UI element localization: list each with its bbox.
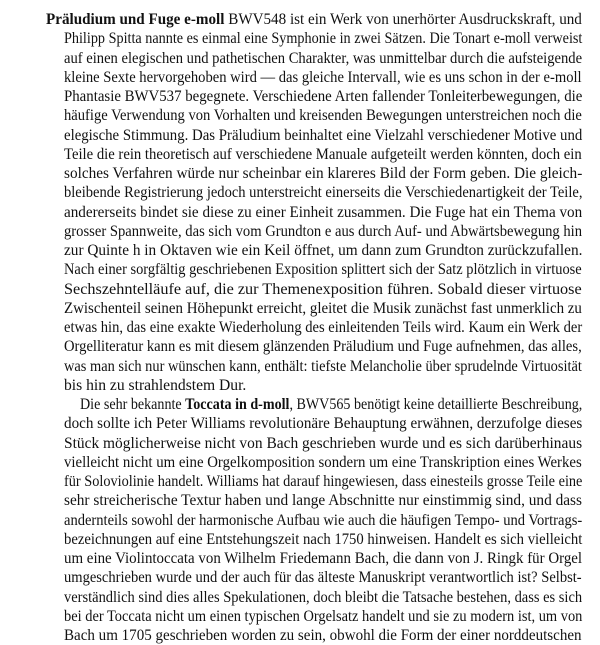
- text-line: [46, 10, 582, 29]
- text-run: kleine Sexte hervorgehoben wird — das gleiche Intervall, wie es uns schon in der e-moll: [64, 68, 582, 86]
- text-line: [64, 549, 582, 568]
- bold-title: Toccata in d-moll: [185, 396, 290, 413]
- text-run: Zwischenteil seinen Höhepunkt erreicht, gleitet die Musik zunächst fast unmerklich zu: [64, 299, 582, 317]
- text-run: Nach einer sorgfältig geschriebenen Exposition splittert sich der Satz plötzlich in virtuose: [64, 261, 582, 279]
- text-run: Teile die rein theoretisch auf verschiedene Manuale aufgeteilt werden könnten, doch ein: [64, 145, 582, 163]
- text-line: [64, 607, 582, 626]
- text-line: [64, 260, 582, 279]
- bold-title: Präludium und Fuge e-moll: [46, 11, 225, 28]
- text-line: [64, 588, 582, 607]
- text-run: verständlich sind dies alles Spekulationen, doch bleibt die Tatsache bestehen, dass es sich: [64, 588, 583, 606]
- text-run: zur Quinte h in Oktaven wie ein Keil öffnet, um dann zum Grundton zurückzufallen.: [64, 242, 583, 259]
- text-line: [64, 280, 582, 299]
- text-line: [64, 49, 582, 68]
- text-run: bleibende Registrierung jedoch unterstreicht einerseits die Verschiedenartigkeit der Teile,: [64, 184, 583, 202]
- text-line: [64, 203, 582, 222]
- text-run: Orgelliteratur kann es mit diesem glänzenden Präludium und Fuge aufnehmen, das alles,: [64, 338, 582, 356]
- text-run: elegische Stimmung. Das Präludium beinhaltet eine Vielzahl verschiedener Motive und: [64, 126, 583, 144]
- text-line: [64, 222, 582, 241]
- text-run: vielleicht nicht um eine Orgelkomposition sondern um eine Transkription eines Werkes: [64, 453, 582, 471]
- text-line: [80, 395, 582, 414]
- text-run: Bach um 1705 geschrieben worden zu sein, obwohl die Form der einer norddeutschen: [64, 627, 582, 644]
- text-run: um eine Violintoccata von Wilhelm Friedemann Bach, die dann von J. Ringk für Orgel: [64, 550, 583, 567]
- text-run: Stück möglicherweise nicht von Bach geschrieben wurde und es sich darüberhinaus: [64, 434, 583, 452]
- text-line: [64, 530, 582, 549]
- text-line: [64, 318, 582, 337]
- text-line: [64, 626, 582, 645]
- text-run: solches Verfahren würde nur scheinbar ein klareres Bild der Form geben. Die gleich-: [64, 165, 583, 182]
- text-run: , BWV565 benötigt keine detaillierte Beschreibung,: [289, 396, 583, 413]
- text-run: Sechszehntelläufe auf, die zur Themenexposition führen. Sobald dieser virtuose: [64, 280, 582, 298]
- text-line: [64, 511, 582, 530]
- text-run: auf einen elegischen und pathetischen Charakter, was unmittelbar durch die aufsteigende: [64, 49, 583, 67]
- text-run: für Soloviolinie handelt. Williams hat darauf hingewiesen, dass einesteils grosse Teile eine: [64, 473, 583, 490]
- text-line: [64, 29, 582, 48]
- text-run: doch sollte ich Peter Williams revolutionäre Behauptung erwähnen, derzufolge dieses: [64, 415, 583, 433]
- text-line: [64, 68, 582, 87]
- text-run: bei der Toccata nicht um einen typischen Orgelsatz handelt und sie zu modern ist, um von: [64, 607, 583, 625]
- text-run: andererseits bindet sie diese zu einer Einheit zusammen. Die Fuge hat ein Thema von: [64, 203, 583, 221]
- text-run: etwas hin, das eine exakte Wiederholung des einleitenden Teils wird. Kaum ein Werk der: [64, 319, 583, 336]
- text-run: häufige Verwendung von Vorhalten und kreisenden Bewegungen unterstreichen noch die: [64, 107, 582, 125]
- text-run: andernteils sowohl der harmonische Aufbau wie auch die häufigen Tempo- und Vortrags-: [64, 511, 583, 529]
- text-line: [64, 183, 582, 202]
- text-line: [64, 126, 582, 145]
- text-line: [64, 164, 582, 183]
- text-line: [64, 357, 582, 376]
- text-run: grosser Spannweite, das sich vom Grundton e aus durch Auf- und Abwärtsbewegung hin: [64, 222, 583, 240]
- text-line: [64, 299, 582, 318]
- text-run: Phantasie BWV537 begegnete. Verschiedene Arten fallender Tonleiterbewegungen, die: [64, 88, 583, 105]
- text-run: umgeschrieben wurde und der auch für das älteste Manuskript verantwortlich ist? Selbst-: [64, 569, 582, 587]
- text-run: Die sehr bekannte: [80, 396, 186, 413]
- text-line: [64, 241, 582, 260]
- text-line: [64, 376, 246, 395]
- text-line: [64, 568, 582, 587]
- text-run: bezeichnungen auf eine Entstehungszeit nach 1750 hinweisen. Handelt es sich vielleicht: [64, 530, 583, 548]
- text-line: [64, 472, 582, 491]
- text-run: bis hin zu strahlendstem Dur.: [64, 376, 247, 394]
- text-line: [64, 453, 582, 472]
- text-line: [64, 491, 582, 510]
- text-run: was man sich nur wünschen kann, enthält: tiefste Melancholie über sprudelnde Virtuosität: [64, 357, 582, 375]
- text-run: BWV548 ist ein Werk von unerhörter Ausdruckskraft, und: [224, 11, 582, 28]
- text-run: Philipp Spitta nannte es einmal eine Symphonie in zwei Sätzen. Die Tonart e-moll verweist: [64, 30, 583, 48]
- text-line: [64, 414, 582, 433]
- text-line: [64, 145, 582, 164]
- text-line: [64, 434, 582, 453]
- text-line: [64, 337, 582, 356]
- text-run: sehr streicherische Textur haben und lange Abschnitte nur einstimmig sind, und dass: [64, 492, 582, 510]
- text-line: [64, 106, 582, 125]
- text-line: [64, 87, 582, 106]
